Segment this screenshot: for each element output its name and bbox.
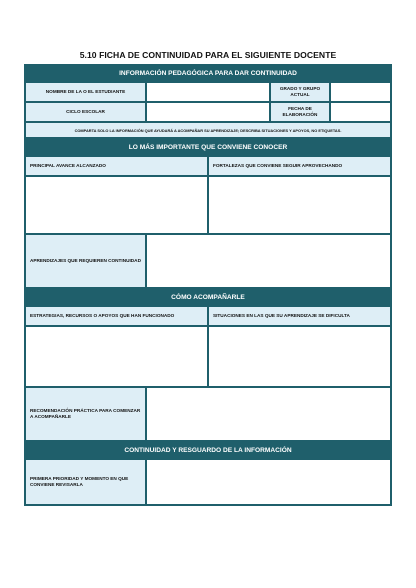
privacy-note: COMPARTA SOLO LA INFORMACIÓN QUE AYUDARÁ A ACOMPAÑAR SU APRENDIZAJE; DESCRIBA SITUACIONES Y APOYOS, NO ETIQUETAS. — [25, 122, 391, 138]
strengths-label: FORTALEZAS QUE CONVIENE SEGUIR APROVECHANDO — [208, 156, 391, 176]
strategies-label: ESTRATEGIAS, RECURSOS O APOYOS QUE HAN FUNCIONADO — [25, 306, 208, 326]
school-cycle-label: CICLO ESCOLAR — [25, 102, 146, 122]
grade-group-field[interactable] — [330, 82, 391, 102]
learning-continuity-field[interactable] — [146, 234, 391, 288]
section-header-support: CÓMO ACOMPAÑARLE — [24, 288, 392, 306]
priority-field[interactable] — [146, 459, 391, 505]
section-header-key-info: LO MÁS IMPORTANTE QUE CONVIENE CONOCER — [24, 138, 392, 156]
section-header-pedagogical-info: INFORMACIÓN PEDAGÓGICA PARA DAR CONTINUIDAD — [24, 64, 392, 82]
main-advance-field[interactable] — [25, 176, 208, 234]
priority-label: PRIMERA PRIORIDAD Y MOMENTO EN QUE CONVIENE REVISARLA — [25, 459, 146, 505]
school-cycle-field[interactable] — [146, 102, 270, 122]
date-field[interactable] — [330, 102, 391, 122]
student-name-label: NOMBRE DE LA O EL ESTUDIANTE — [25, 82, 146, 102]
situations-field[interactable] — [208, 326, 391, 387]
strengths-field[interactable] — [208, 176, 391, 234]
learning-continuity-label: APRENDIZAJES QUE REQUIEREN CONTINUIDAD — [25, 234, 146, 288]
main-advance-label: PRINCIPAL AVANCE ALCANZADO — [25, 156, 208, 176]
student-name-field[interactable] — [146, 82, 270, 102]
strategies-field[interactable] — [25, 326, 208, 387]
recommendation-label: RECOMENDACIÓN PRÁCTICA PARA COMENZAR A ACOMPAÑARLE — [25, 387, 146, 441]
situations-label: SITUACIONES EN LAS QUE SU APRENDIZAJE SE DIFICULTA — [208, 306, 391, 326]
page-title: 5.10 FICHA DE CONTINUIDAD PARA EL SIGUIENTE DOCENTE — [79, 50, 337, 60]
section-header-continuity: CONTINUIDAD Y RESGUARDO DE LA INFORMACIÓN — [24, 441, 392, 459]
date-label: FECHA DE ELABORACIÓN — [270, 102, 330, 122]
recommendation-field[interactable] — [146, 387, 391, 441]
grade-group-label: GRADO Y GRUPO ACTUAL — [270, 82, 330, 102]
